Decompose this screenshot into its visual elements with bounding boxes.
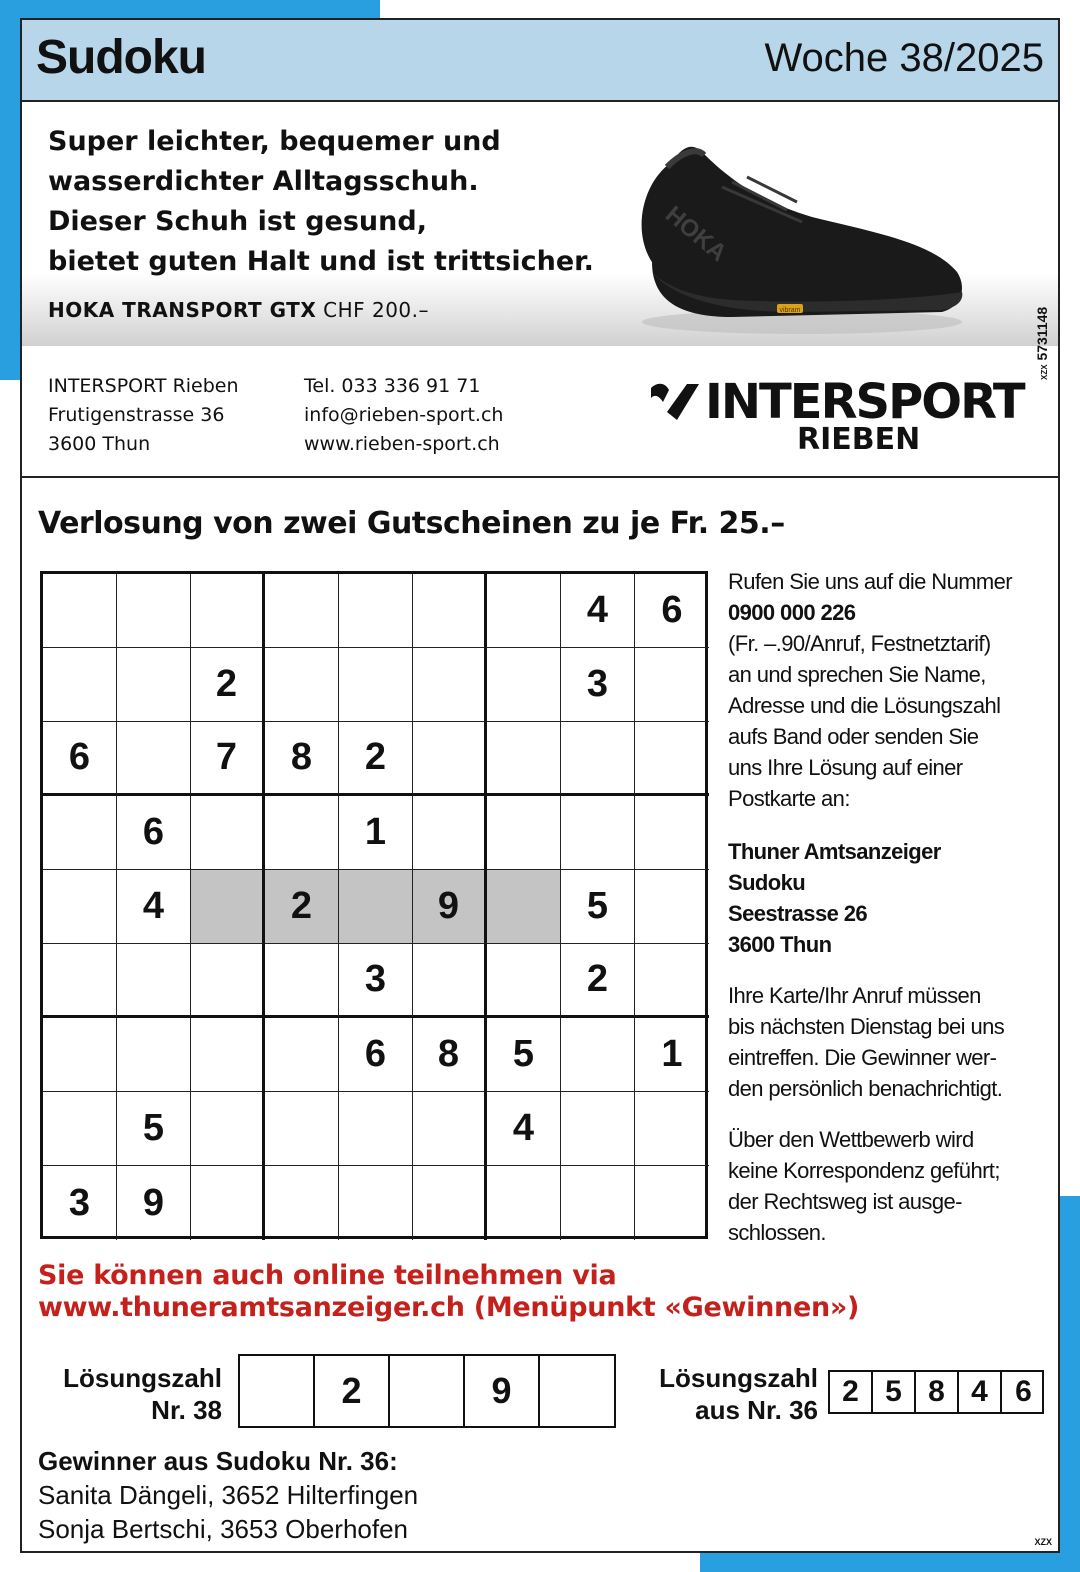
ad-product [48, 298, 429, 322]
winner-name: Sanita Dängeli, 3652 Hilterfingen [38, 1480, 419, 1510]
address-line: Sudoku [728, 870, 806, 895]
sudoku-cell[interactable] [635, 722, 709, 796]
sudoku-cell[interactable]: 8 [265, 722, 339, 796]
previous-solution-digit: 5 [873, 1372, 916, 1412]
info-line: eintreffen. Die Gewinner wer- [728, 1045, 997, 1070]
sudoku-cell[interactable]: 3 [43, 1166, 117, 1240]
sudoku-cell[interactable] [561, 1166, 635, 1240]
info-line: aufs Band oder senden Sie [728, 724, 979, 749]
ad-line-4: bietet guten Halt und ist trittsicher. [48, 246, 594, 277]
product-price: CHF 200.– [323, 298, 430, 322]
logo-sub: RIEBEN [797, 422, 921, 457]
winner-name: Sonja Bertschi, 3653 Oberhofen [38, 1514, 409, 1544]
blue-corner-bottom-right [700, 1553, 1080, 1572]
solution-digit-box[interactable]: 9 [465, 1356, 540, 1426]
sudoku-cell[interactable] [339, 1092, 413, 1166]
sudoku-cell[interactable] [487, 944, 561, 1018]
sudoku-cell[interactable] [487, 648, 561, 722]
info-line: Ihre Karte/Ihr Anruf müssen [728, 983, 981, 1008]
sudoku-cell[interactable] [487, 574, 561, 648]
store-address [48, 372, 239, 459]
sudoku-cell[interactable] [635, 944, 709, 1018]
info-line: (Fr. –.90/Anruf, Festnetztarif) [728, 631, 991, 656]
info-line: Über den Wettbewerb wird [728, 1127, 974, 1152]
info-line: Adresse und die Lösungszahl [728, 693, 1001, 718]
solution-digit-box[interactable] [240, 1356, 315, 1426]
email-link[interactable]: info@rieben-sport.ch [304, 404, 504, 426]
info-line: an und sprechen Sie Name, [728, 662, 986, 687]
info-line: keine Korrespondenz geführt; [728, 1158, 1000, 1183]
address-line: Frutigenstrasse 36 [48, 404, 225, 426]
contact-block [22, 346, 1058, 478]
page-title: Sudoku [36, 31, 206, 84]
sudoku-cell[interactable] [413, 1092, 487, 1166]
blue-strip-right [1060, 1196, 1080, 1572]
sudoku-cell[interactable] [339, 648, 413, 722]
sudoku-cell[interactable]: 6 [339, 1018, 413, 1092]
sudoku-cell[interactable] [43, 1092, 117, 1166]
info-line: den persönlich benachrichtigt. [728, 1076, 1003, 1101]
sudoku-cell[interactable] [487, 1166, 561, 1240]
solution-digit-box[interactable]: 2 [315, 1356, 390, 1426]
sudoku-cell[interactable] [413, 944, 487, 1018]
sudoku-cell[interactable]: 6 [43, 722, 117, 796]
sudoku-cell[interactable] [561, 1092, 635, 1166]
sudoku-cell[interactable] [191, 870, 265, 944]
sudoku-cell[interactable]: 4 [561, 574, 635, 648]
sudoku-cell[interactable]: 7 [191, 722, 265, 796]
info-line: schlossen. [728, 1220, 826, 1245]
sudoku-cell[interactable] [635, 796, 709, 870]
sudoku-cell[interactable]: 1 [339, 796, 413, 870]
sudoku-grid[interactable] [40, 571, 708, 1239]
sudoku-cell[interactable] [117, 574, 191, 648]
mail-address [728, 836, 1048, 960]
shoe-image [612, 122, 972, 337]
sudoku-cell[interactable] [265, 944, 339, 1018]
blue-corner-top-left [0, 0, 380, 20]
sudoku-cell[interactable]: 2 [339, 722, 413, 796]
info-line: der Rechtsweg ist ausge- [728, 1189, 962, 1214]
sudoku-cell[interactable] [339, 870, 413, 944]
page-header [22, 20, 1058, 102]
sudoku-cell[interactable] [487, 870, 561, 944]
sudoku-cell[interactable] [635, 1166, 709, 1240]
sudoku-cell[interactable] [43, 796, 117, 870]
ad-code [1034, 307, 1050, 380]
sudoku-cell[interactable]: 2 [561, 944, 635, 1018]
sole-brand-text: vibram [779, 307, 801, 314]
winners-title: Gewinner aus Sudoku Nr. 36: [38, 1446, 398, 1476]
hotline-number[interactable]: 0900 000 226 [728, 600, 856, 625]
previous-solution-digit: 8 [916, 1372, 959, 1412]
sudoku-cell[interactable]: 4 [487, 1092, 561, 1166]
sudoku-cell[interactable]: 6 [117, 796, 191, 870]
website-link[interactable]: www.rieben-sport.ch [304, 433, 500, 455]
product-name: HOKA TRANSPORT GTX [48, 298, 317, 322]
previous-solution-label [632, 1362, 818, 1426]
sudoku-cell[interactable]: 1 [635, 1018, 709, 1092]
address-line: 3600 Thun [48, 433, 151, 455]
previous-solution-digit: 4 [959, 1372, 1002, 1412]
sudoku-cell[interactable]: 6 [635, 574, 709, 648]
sudoku-cell[interactable] [561, 796, 635, 870]
solution-digit-box[interactable] [540, 1356, 615, 1426]
sudoku-cell[interactable]: 5 [487, 1018, 561, 1092]
sudoku-cell[interactable] [43, 944, 117, 1018]
sudoku-cell[interactable] [339, 1166, 413, 1240]
info-line: Postkarte an: [728, 786, 850, 811]
online-participation-link[interactable]: www.thuneramtsanzeiger.ch (Menüpunkt «Gewinnen») [38, 1292, 860, 1323]
previous-solution-digit: 6 [1015, 1375, 1032, 1408]
previous-solution-label-line: Lösungszahl [659, 1363, 818, 1393]
logo-brand: INTERSPORT [705, 374, 1024, 430]
sudoku-cell[interactable] [413, 648, 487, 722]
sudoku-cell[interactable] [487, 722, 561, 796]
ad-line-2: wasserdichter Alltagsschuh. [48, 166, 479, 197]
ad-code-prefix: XZX [1040, 364, 1049, 380]
previous-solution-boxes [828, 1370, 1044, 1414]
sudoku-cell[interactable]: 8 [413, 1018, 487, 1092]
sudoku-cell[interactable]: 3 [561, 648, 635, 722]
sudoku-cell[interactable] [487, 796, 561, 870]
sudoku-cell[interactable]: 9 [117, 1166, 191, 1240]
sudoku-cell[interactable] [265, 1018, 339, 1092]
sudoku-cell[interactable]: 2 [265, 870, 339, 944]
sudoku-cell[interactable]: 4 [117, 870, 191, 944]
sudoku-cell[interactable] [43, 870, 117, 944]
sudoku-cell[interactable]: 3 [339, 944, 413, 1018]
winners-block [38, 1444, 418, 1546]
info-line: Rufen Sie uns auf die Nummer [728, 569, 1013, 594]
sudoku-cell[interactable] [191, 1166, 265, 1240]
sudoku-cell[interactable] [265, 1166, 339, 1240]
sudoku-cell[interactable] [191, 796, 265, 870]
solution-number-boxes[interactable] [238, 1354, 616, 1428]
sudoku-cell[interactable]: 2 [191, 648, 265, 722]
entry-instructions [728, 566, 1048, 814]
address-line: Seestrasse 26 [728, 901, 867, 926]
sudoku-cell[interactable] [265, 1092, 339, 1166]
sudoku-cell[interactable] [191, 1018, 265, 1092]
store-details [304, 372, 503, 459]
raffle-title: Verlosung von zwei Gutscheinen zu je Fr. 25.– [38, 506, 785, 541]
sudoku-cell[interactable] [117, 944, 191, 1018]
info-line: bis nächsten Dienstag bei uns [728, 1014, 1005, 1039]
phone-link[interactable]: Tel. 033 336 91 71 [304, 375, 481, 397]
ad-line-3: Dieser Schuh ist gesund, [48, 206, 427, 237]
solution-label-line: Nr. 38 [151, 1395, 222, 1425]
address-line: INTERSPORT Rieben [48, 375, 239, 397]
sudoku-cell[interactable] [265, 796, 339, 870]
sudoku-cell[interactable] [561, 1018, 635, 1092]
sudoku-cell[interactable] [413, 1166, 487, 1240]
sudoku-cell[interactable] [43, 574, 117, 648]
info-line: uns Ihre Lösung auf einer [728, 755, 963, 780]
sudoku-cell[interactable] [191, 944, 265, 1018]
deadline-text [728, 980, 1048, 1104]
week-label: Woche 38/2025 [764, 36, 1044, 80]
sudoku-cell[interactable]: 5 [117, 1092, 191, 1166]
sudoku-page [20, 18, 1060, 1553]
sudoku-cell[interactable] [561, 722, 635, 796]
sudoku-cell[interactable] [635, 1092, 709, 1166]
ad-line-1: Super leichter, bequemer und [48, 126, 501, 157]
sudoku-cell[interactable]: 9 [413, 870, 487, 944]
sudoku-cell[interactable] [635, 648, 709, 722]
sudoku-cell[interactable] [191, 1092, 265, 1166]
sudoku-cell[interactable] [43, 1018, 117, 1092]
sudoku-cell[interactable] [413, 796, 487, 870]
sudoku-cell[interactable] [635, 870, 709, 944]
sudoku-cell[interactable] [43, 648, 117, 722]
sudoku-cell[interactable]: 5 [561, 870, 635, 944]
blue-strip-left [0, 0, 20, 380]
sudoku-cell[interactable] [265, 574, 339, 648]
sudoku-cell[interactable] [117, 722, 191, 796]
previous-solution-digit: 2 [830, 1372, 873, 1412]
online-participation-line-1: Sie können auch online teilnehmen via [38, 1260, 617, 1291]
sudoku-cell[interactable] [117, 1018, 191, 1092]
previous-solution-label-line: aus Nr. 36 [695, 1395, 818, 1425]
sudoku-cell[interactable] [265, 648, 339, 722]
intersport-mark-icon [647, 380, 703, 424]
sudoku-cell[interactable] [413, 722, 487, 796]
sudoku-cell[interactable] [191, 574, 265, 648]
address-line: Thuner Amtsanzeiger [728, 839, 941, 864]
ad-code-number: 5731148 [1034, 306, 1050, 361]
sudoku-cell[interactable] [339, 574, 413, 648]
sudoku-cell[interactable] [117, 648, 191, 722]
legal-text [728, 1124, 1048, 1248]
solution-label-line: Lösungszahl [63, 1363, 222, 1393]
intersport-logo[interactable] [647, 374, 1027, 464]
footer-code: XZX [1034, 1537, 1052, 1547]
solution-digit-box[interactable] [390, 1356, 465, 1426]
advertisement[interactable] [22, 102, 1058, 346]
sudoku-cell[interactable] [413, 574, 487, 648]
solution-label [38, 1362, 222, 1426]
shoe-brand-text: HOKA [660, 200, 732, 268]
address-line: 3600 Thun [728, 932, 832, 957]
